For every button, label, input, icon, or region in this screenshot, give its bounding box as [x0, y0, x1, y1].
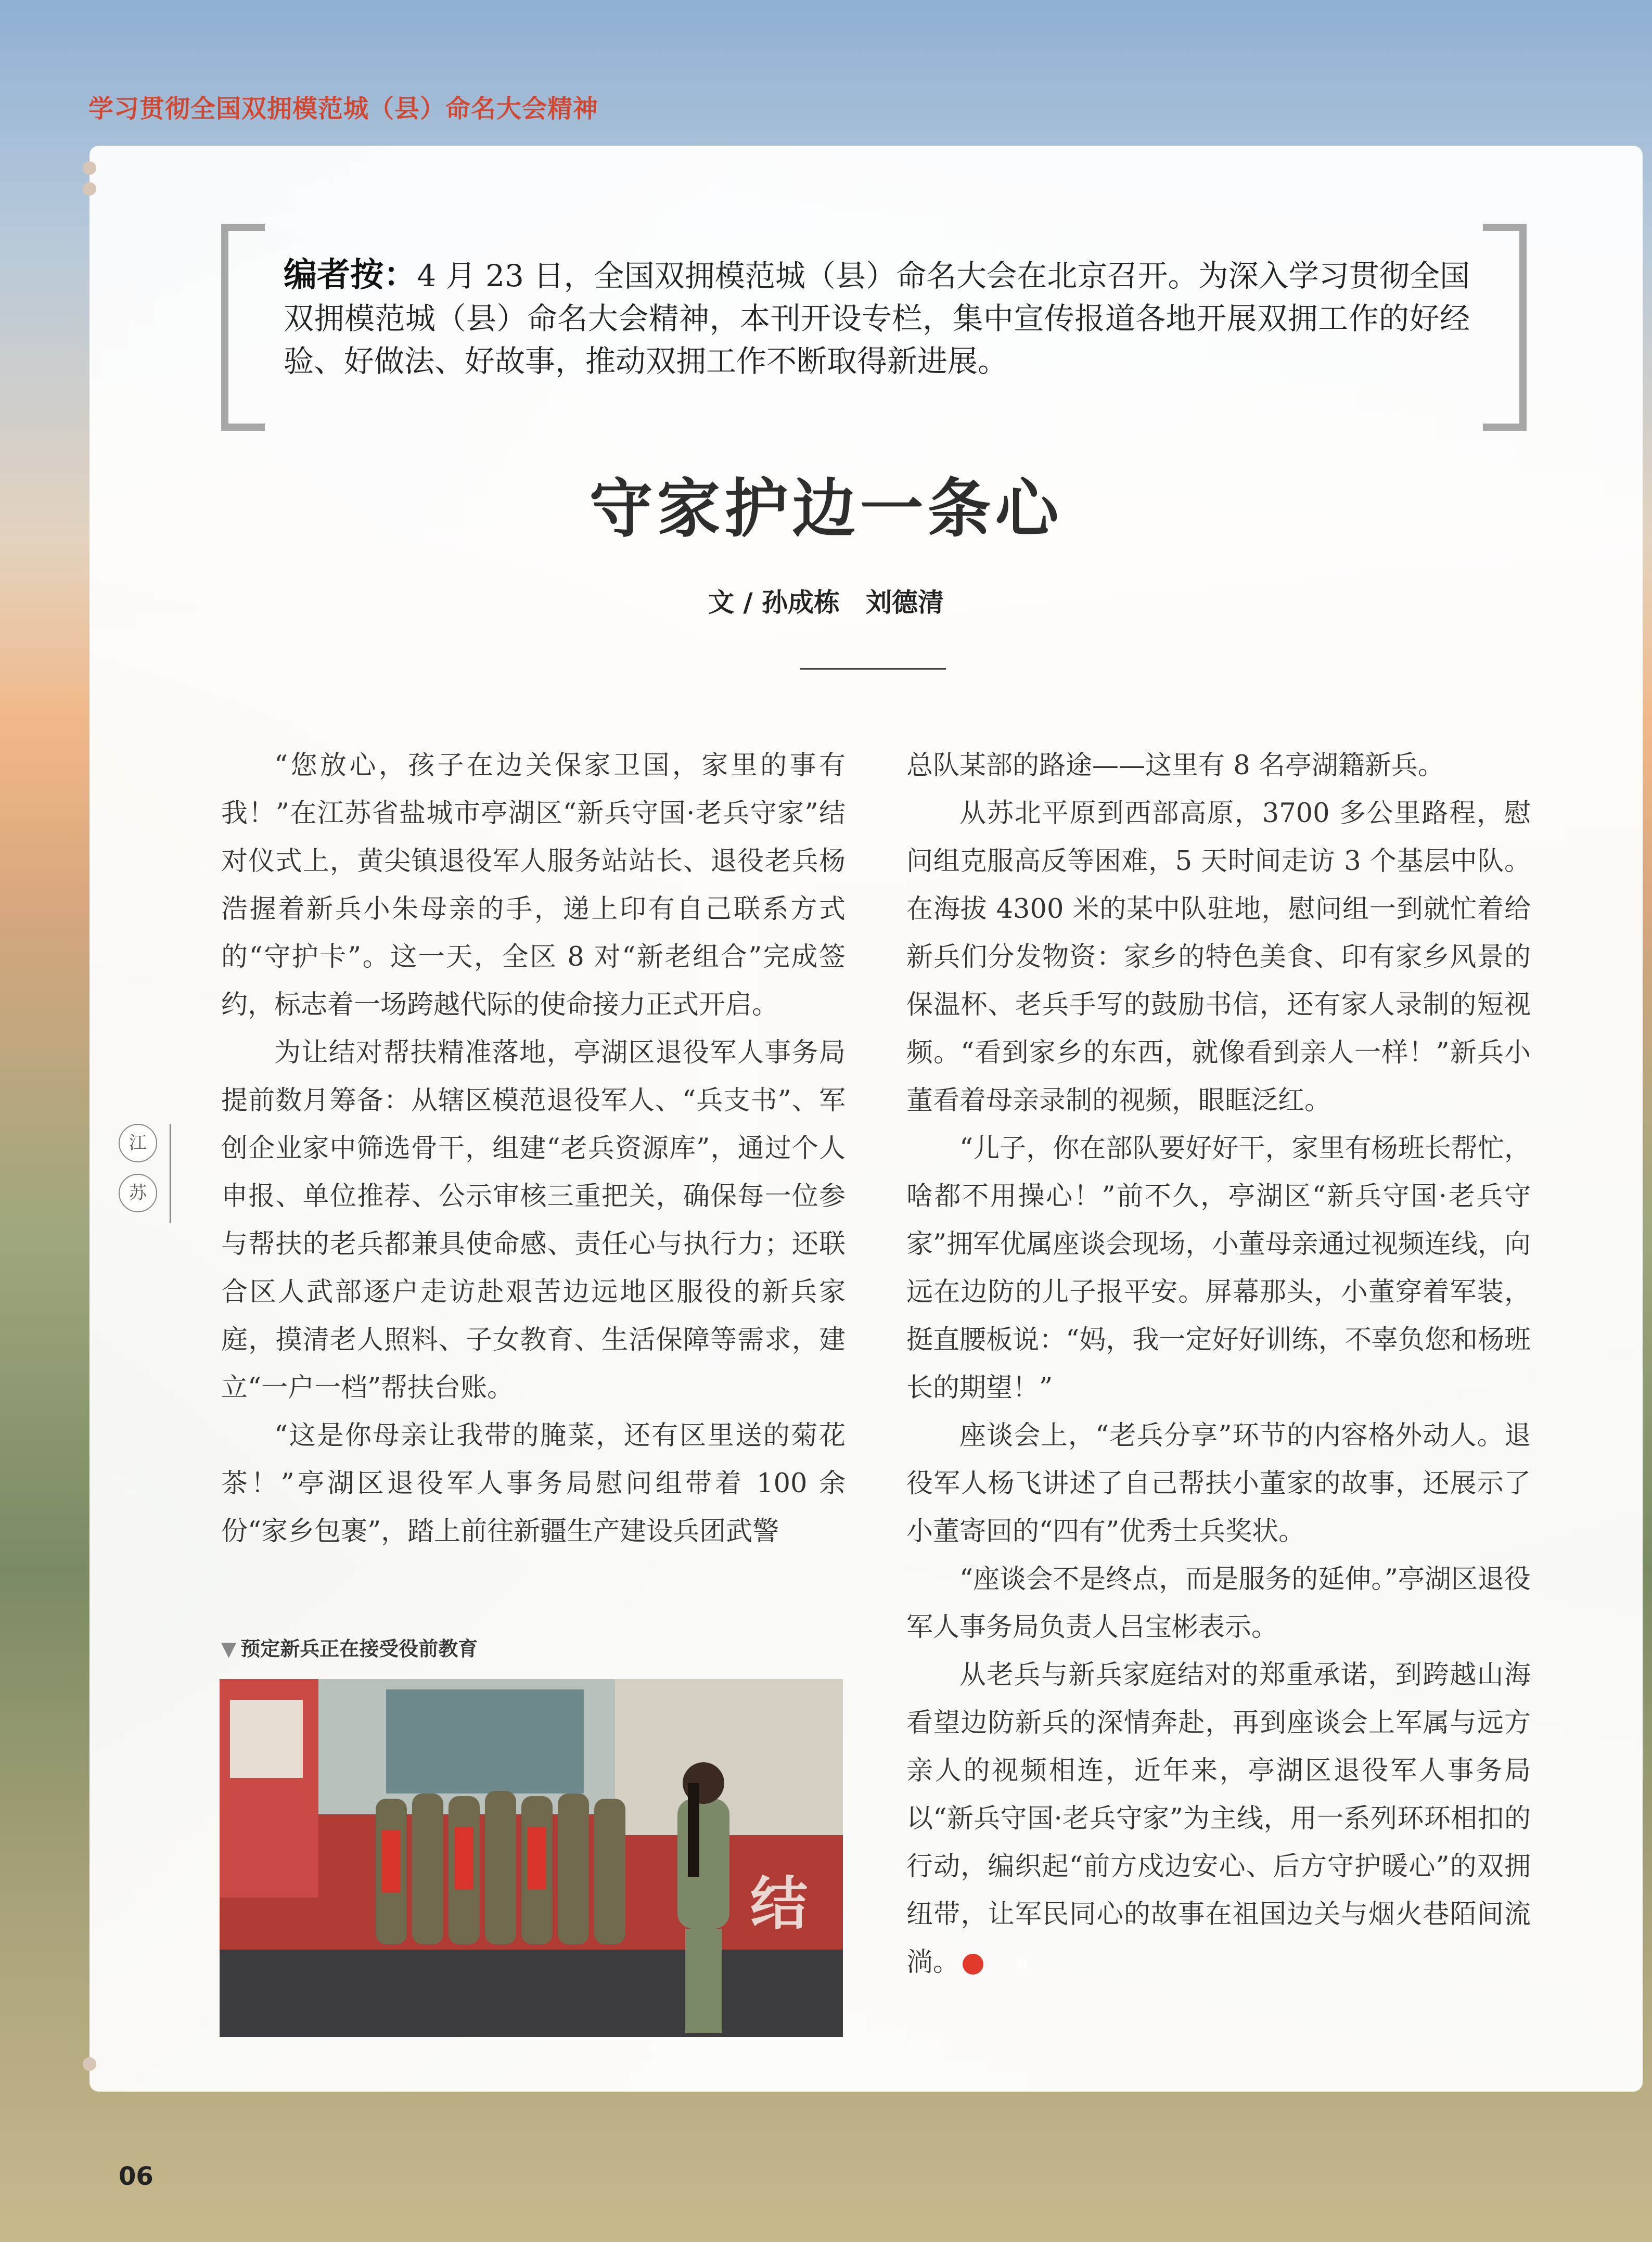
- province-char: 苏: [119, 1174, 157, 1212]
- editor-note: [284, 254, 1470, 382]
- end-mark-icon: N: [963, 1954, 983, 1975]
- page-number: 06: [119, 2162, 153, 2191]
- paragraph: “儿子，你在部队要好好干，家里有杨班长帮忙，啥都不用操心！”前不久，亭湖区“新兵守国·老兵守家”拥军优属座谈会现场，小董母亲通过视频连线，向远在边防的儿子报平安。屏幕那头，小董穿着军装，挺直腰板说：“妈，我一定好好训练，不辜负您和杨班长的期望！”: [906, 1133, 1531, 1403]
- province-tag-line: [170, 1124, 171, 1223]
- photo-caption: [221, 1633, 478, 1661]
- card-notch: [83, 161, 96, 175]
- left-column: [221, 742, 846, 1556]
- photo-wall-text: 结: [750, 1870, 808, 1937]
- section-header: 学习贯彻全国双拥模范城（县）命名大会精神: [88, 94, 599, 123]
- province-tag: [117, 1124, 159, 1224]
- title-divider: [800, 668, 946, 670]
- card-notch: [83, 2057, 96, 2071]
- province-char: 江: [119, 1124, 157, 1162]
- paragraph: “座谈会不是终点，而是服务的延伸。”亭湖区退役军人事务局负责人吕宝彬表示。: [906, 1564, 1531, 1643]
- paragraph: 从苏北平原到西部高原，3700 多公里路程，慰问组克服高反等困难，5 天时间走访 3 个基层中队。在海拔 4300 米的某中队驻地，慰问组一到就忙着给新兵们分发物资：家乡的特色美食、印有家乡风景的保温杯、老兵手写的鼓励书信，还有家人录制的短视频。“看到家乡的东西，就像看到亲人一样！”新兵小董看着母亲录制的视频，眼眶泛红。: [906, 798, 1531, 1116]
- photo-illustration: [220, 1679, 843, 2037]
- editor-note-bracket-left: [221, 224, 265, 431]
- paragraph-continued: 总队某部的路途——这里有 8 名亭湖籍新兵。: [906, 750, 1444, 781]
- paragraph: “这是你母亲让我带的腌菜，还有区里送的菊花茶！”亭湖区退役军人事务局慰问组带着 100 余份“家乡包裹”，踏上前往新疆生产建设兵团武警: [221, 1420, 846, 1547]
- caption-triangle-icon: ▼: [221, 1637, 237, 1660]
- editor-note-bracket-right: [1483, 224, 1527, 431]
- right-column: [906, 742, 1531, 1987]
- paragraph: “您放心，孩子在边关保家卫国，家里的事有我！”在江苏省盐城市亭湖区“新兵守国·老兵守家”结对仪式上，黄尖镇退役军人服务站站长、退役老兵杨浩握着新兵小朱母亲的手，递上印有自己联系方式的“守护卡”。这一天，全区 8 对“新老组合”完成签约，标志着一场跨越代际的使命接力正式开启。: [221, 750, 846, 1020]
- card-notch: [83, 182, 96, 196]
- paragraph-closing: [906, 1651, 1531, 1987]
- article-byline: 文 / 孙成栋 刘德清: [708, 587, 944, 618]
- editor-note-text: 4 月 23 日，全国双拥模范城（县）命名大会在北京召开。为深入学习贯彻全国双拥模范城（县）命名大会精神，本刊开设专栏，集中宣传报道各地开展双拥工作的好经验、好做法、好故事，推动双拥工作不断取得新进展。: [284, 258, 1470, 379]
- closing-text: 从老兵与新兵家庭结对的郑重承诺，到跨越山海看望边防新兵的深情奔赴，再到座谈会上军属与远方亲人的视频相连，近年来，亭湖区退役军人事务局以“新兵守国·老兵守家”为主线，用一系列环环相扣的行动，编织起“前方戍边安心、后方守护暖心”的双拥纽带，让军民同心的故事在祖国边关与烟火巷陌间流淌。: [906, 1660, 1531, 1978]
- article-photo: [220, 1679, 843, 2037]
- article-title: 守家护边一条心: [589, 471, 1063, 546]
- paragraph: 座谈会上，“老兵分享”环节的内容格外动人。退役军人杨飞讲述了自己帮扶小董家的故事，还展示了小董寄回的“四有”优秀士兵奖状。: [906, 1420, 1531, 1547]
- paragraph: 为让结对帮扶精准落地，亭湖区退役军人事务局提前数月筹备：从辖区模范退役军人、“兵支书”、军创企业家中筛选骨干，组建“老兵资源库”，通过个人申报、单位推荐、公示审核三重把关，确保每一位参与帮扶的老兵都兼具使命感、责任心与执行力；还联合区人武部逐户走访赴艰苦边远地区服役的新兵家庭，摸清老人照料、子女教育、生活保障等需求，建立“一户一档”帮扶台账。: [221, 1037, 846, 1403]
- editor-note-label: 编者按：: [284, 255, 417, 294]
- photo-caption-text: 预定新兵正在接受役前教育: [240, 1637, 478, 1660]
